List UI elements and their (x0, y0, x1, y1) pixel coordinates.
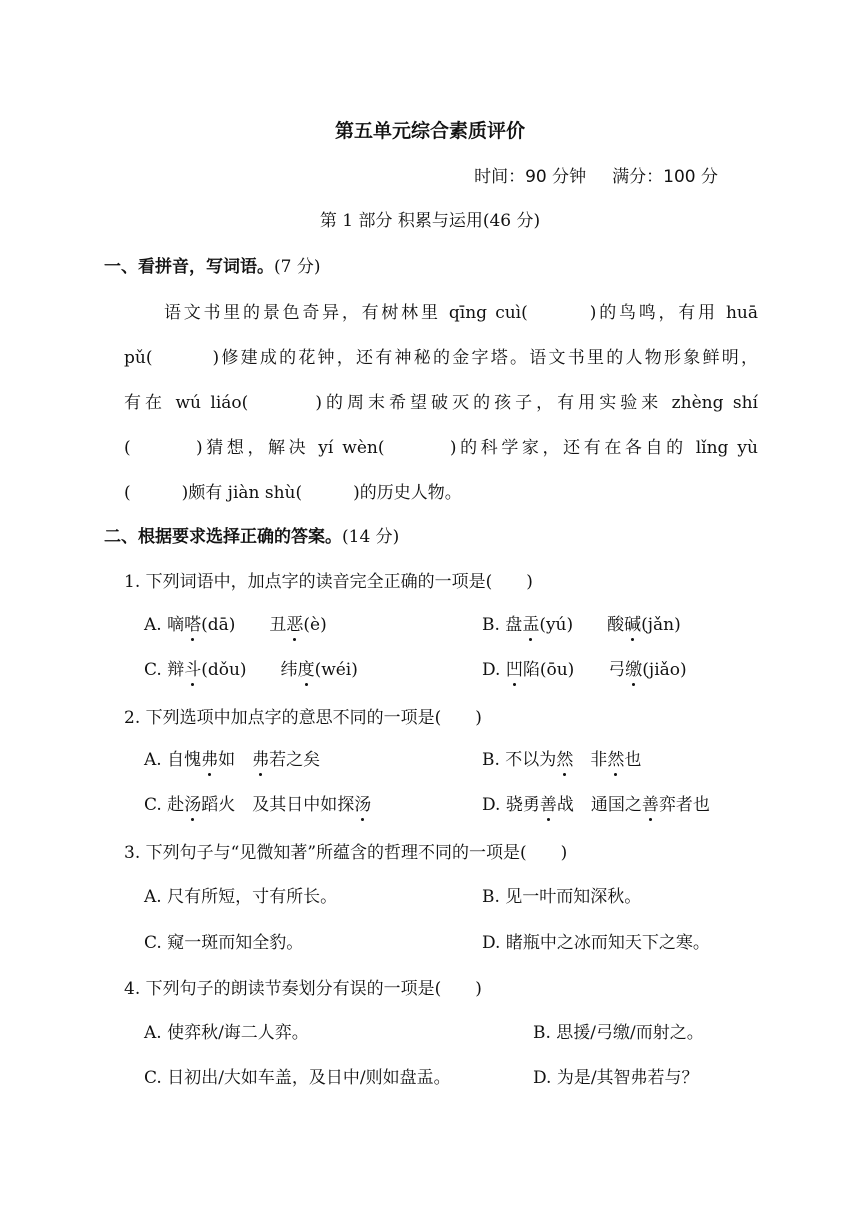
dotted-char: 弗 (252, 745, 269, 770)
q4-option-c: C. 日初出/大如车盖，及日中/则如盘盂。 (144, 1068, 451, 1088)
section-1-heading (104, 252, 320, 277)
part-heading: 第 1 部分 积累与运用(46 分) (319, 211, 541, 231)
question-3-stem: 3. 下列句子与“见微知著”所蕴含的哲理不同的一项是( ) (124, 843, 568, 863)
full-score: 满分：100 分 (612, 167, 718, 187)
option-text-segment: 也 (624, 750, 642, 770)
option-text-segment: 弈者也 (658, 795, 710, 815)
option-text-segment: D. (482, 660, 506, 680)
option-text-segment: A. 嘀 (144, 615, 185, 635)
q2-option-b (482, 745, 641, 770)
section-1-points: (7 分) (274, 257, 321, 277)
dotted-char: 然 (607, 745, 624, 770)
option-text-segment: 蹈火 及其日中如探 (201, 795, 355, 815)
option-text-segment: (yú) 酸 (539, 615, 625, 635)
q1-option-a (144, 610, 327, 635)
question-1-stem: 1. 下列词语中，加点字的读音完全正确的一项是( ) (124, 572, 533, 592)
question-2-stem: 2. 下列选项中加点字的意思不同的一项是( ) (124, 708, 482, 728)
exam-meta (474, 162, 718, 187)
option-text-segment: C. 辩 (144, 660, 185, 680)
paragraph-line: 有在 wú liáo( )的周末希望破灭的孩子，有用实验来 zhèng shí (124, 393, 758, 413)
q2-option-a (144, 745, 320, 770)
option-text-segment: 如 (218, 750, 253, 770)
section-2-points: (14 分) (342, 527, 400, 547)
option-text-segment: D. 骁勇 (482, 795, 540, 815)
option-text-segment: B. 不以为 (482, 750, 557, 770)
option-text-segment: 非 (573, 750, 608, 770)
q1-option-b (482, 610, 681, 635)
dotted-char: 度 (298, 655, 315, 680)
dotted-char: 缴 (625, 655, 642, 680)
option-text-segment: (jǎn) (641, 615, 681, 635)
q3-option-d: D. 睹瓶中之冰而知天下之寒。 (482, 933, 710, 953)
dotted-char: 斗 (184, 655, 201, 680)
page-title: 第五单元综合素质评价 (334, 120, 525, 142)
dotted-char: 盂 (522, 610, 539, 635)
q2-option-c (144, 790, 371, 815)
q4-option-d: D. 为是/其智弗若与？ (533, 1068, 699, 1088)
dotted-char: 汤 (354, 790, 371, 815)
section-2-heading (104, 522, 399, 547)
paragraph-line: 语文书里的景色奇异，有树林里 qīng cuì( )的鸟鸣，有用 huā (164, 303, 758, 323)
option-text-segment: (jiǎo) (642, 660, 687, 680)
option-text-segment: 若之矣 (269, 750, 321, 770)
question-4-stem: 4. 下列句子的朗读节奏划分有误的一项是( ) (124, 979, 482, 999)
q4-option-a: A. 使弈秋/诲二人弈。 (144, 1023, 309, 1043)
dotted-char: 然 (556, 745, 573, 770)
q4-option-b: B. 思援/弓缴/而射之。 (533, 1023, 704, 1043)
dotted-char: 凹 (506, 655, 523, 680)
dotted-char: 碱 (624, 610, 641, 635)
dotted-char: 嗒 (184, 610, 201, 635)
q2-option-d (482, 790, 710, 815)
q1-option-d (482, 655, 687, 680)
dotted-char: 恶 (286, 610, 303, 635)
option-text-segment: C. 赴 (144, 795, 185, 815)
time-limit: 时间：90 分钟 (474, 167, 587, 187)
dotted-char: 善 (540, 790, 557, 815)
option-text-segment: (dā) 丑 (201, 615, 287, 635)
section-1-paragraph (124, 298, 758, 508)
option-text-segment: (è) (303, 615, 327, 635)
dotted-char: 弗 (201, 745, 218, 770)
q3-option-c: C. 窥一斑而知全豹。 (144, 933, 304, 953)
paragraph-line: pǔ( )修建成的花钟，还有神秘的金字塔。语文书里的人物形象鲜明， (124, 348, 758, 368)
option-text-segment: (wéi) (314, 660, 358, 680)
dotted-char: 善 (642, 790, 659, 815)
option-text-segment: (dǒu) 纬 (201, 660, 298, 680)
section-1-title: 一、看拼音，写词语。 (104, 257, 274, 277)
q3-option-a: A. 尺有所短，寸有所长。 (144, 887, 338, 907)
option-text-segment: 战 通国之 (556, 795, 642, 815)
option-text-segment: B. 盘 (482, 615, 523, 635)
q3-option-b: B. 见一叶而知深秋。 (482, 887, 642, 907)
option-text-segment: A. 自愧 (144, 750, 202, 770)
option-text-segment: 陷(ōu) 弓 (522, 660, 626, 680)
q1-option-c (144, 655, 358, 680)
paragraph-line: ( )猜想，解决 yí wèn( )的科学家，还有在各自的 lǐng yù (124, 438, 758, 458)
section-2-title: 二、根据要求选择正确的答案。 (104, 527, 342, 547)
paragraph-line: ( )颇有 jiàn shù( )的历史人物。 (124, 483, 462, 503)
dotted-char: 汤 (184, 790, 201, 815)
